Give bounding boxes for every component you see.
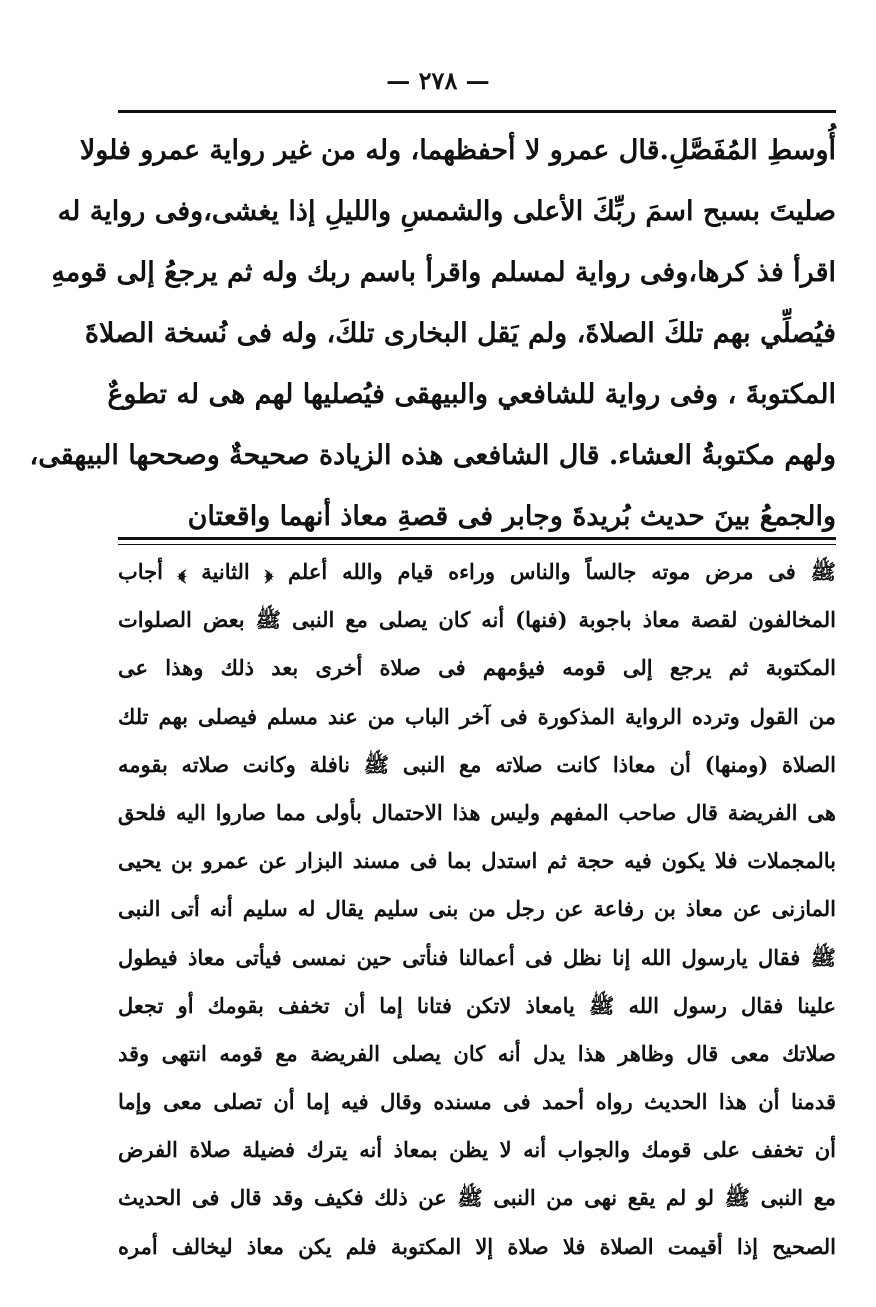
footnote-line: ﷺ فقال يارسول الله إنا نظل فى أعمالنا فنأتى حين نمسى فيأتى معاذ فيطول	[118, 944, 836, 970]
footnote-separator-thin-rule	[118, 544, 836, 545]
main-line: أُوسطِ المُفَصَّلِ.قال عمرو لا أحفظهما، وله من غير رواية عمرو فلولا	[79, 135, 836, 166]
footnote-line: الصلاة (ومنها) أن معاذا كانت صلاته مع النبى ﷺ نافلة وكانت صلاته بقومه	[118, 751, 836, 777]
main-line: المكتوبةَ ، وفى رواية للشافعي والبيهقى فيُصليها لهم هى له تطوعٌ	[107, 379, 836, 410]
page-number: — ٢٧٨ —	[386, 66, 490, 95]
header-rule	[118, 110, 836, 113]
footnote-line: المخالفون لقصة معاذ باجوبة (فنها) أنه كان يصلى مع النبى ﷺ بعض الصلوات	[118, 607, 836, 633]
footnote-line: بالمجملات فلا يكون فيه حجة ثم استدل بما فى مسند البزار عن عمرو بن يحيى	[118, 848, 836, 874]
main-line: صليتَ بسبح اسمَ ربِّكَ الأعلى والشمسِ والليلِ إذا يغشى،وفى رواية له	[57, 196, 836, 227]
footnote-line: المكتوبة ثم يرجع إلى قومه فيؤمهم فى صلاة أخرى بعد ذلك وهذا عى	[118, 655, 836, 681]
footnote-line: ﷺ فى مرض موته جالساً والناس وراءه قيام والله أعلم ﴿ الثانية ﴾ أجاب	[118, 559, 836, 584]
main-line: ولهم مكتوبةُ العشاء. قال الشافعى هذه الزيادة صحيحةٌ وصححها البيهقى،	[29, 440, 836, 471]
footnote-line: هى الفريضة قال صاحب المفهم وليس هذا الاحتمال بأولى مما صاروا اليه فلحق	[118, 799, 836, 825]
main-text	[29, 120, 836, 547]
footnote-line: قدمنا أن هذا الحديث رواه أحمد فى مسنده وقال فيه إما أن تصلى معى وإما	[118, 1089, 836, 1115]
footnote-line: الصحيح إذا أقيمت الصلاة فلا صلاة إلا المكتوبة فلم يكن معاذ ليخالف أمره	[118, 1233, 836, 1259]
footnote-line: مع النبى ﷺ لو لم يقع نهى من النبى ﷺ عن ذلك فكيف وقد قال فى الحديث	[118, 1185, 836, 1211]
footnote-text	[118, 548, 836, 1271]
footnote-separator-rule	[118, 537, 836, 540]
main-line: اقرأ فذ كرها،وفى رواية لمسلم واقرأ باسم ربك وله ثم يرجعُ إلى قومهِ	[51, 257, 836, 288]
footnote-line: صلاتك معى قال وظاهر هذا يدل أنه كان يصلى الفريضة مع قومه انتهى وقد	[118, 1040, 836, 1066]
footnote-line: المازنى عن معاذ بن رفاعة عن رجل من بنى سليم يقال له سليم أنه أتى النبى	[118, 896, 836, 922]
footnote-line: من القول وترده الرواية المذكورة فى آخر الباب من عند مسلم فيصلى بهم تلك	[118, 703, 836, 729]
footnote-line: أن تخفف على قومك والجواب أنه لا يظن بمعاذ أنه يترك فضيلة صلاة الفرض	[118, 1137, 836, 1163]
footnote-line: علينا فقال رسول الله ﷺ يامعاذ لاتكن فتانا إما أن تخفف بقومك أو تجعل	[118, 992, 836, 1018]
main-line: فيُصلِّي بهم تلكَ الصلاةَ، ولم يَقل البخارى تلكَ، وله فى نُسخة الصلاةَ	[84, 318, 836, 349]
main-line: والجمعُ بينَ حديث بُريدةَ وجابر فى قصةِ معاذ أنهما واقعتان	[187, 501, 836, 532]
